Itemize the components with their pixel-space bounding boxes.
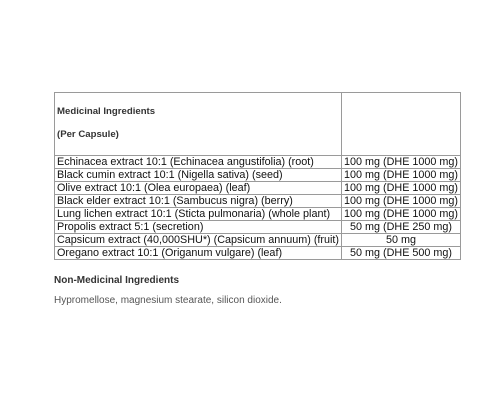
table-row — [55, 208, 461, 221]
ingredient-amount: 100 mg (DHE 1000 mg) — [342, 182, 461, 195]
ingredient-name: Black cumin extract 10:1 (Nigella sativa) (seed) — [55, 169, 342, 182]
ingredient-amount: 100 mg (DHE 1000 mg) — [342, 208, 461, 221]
non-medicinal-ingredients-text: Hypromellose, magnesium stearate, silicon dioxide. — [54, 295, 282, 306]
table-row — [55, 221, 461, 234]
ingredient-name: Black elder extract 10:1 (Sambucus nigra) (berry) — [55, 195, 342, 208]
per-capsule-label: (Per Capsule) — [57, 129, 119, 140]
non-medicinal-ingredients-heading: Non-Medicinal Ingredients — [54, 275, 180, 286]
table-row — [55, 182, 461, 195]
ingredient-amount: 50 mg (DHE 250 mg) — [342, 221, 461, 234]
table-row — [55, 156, 461, 169]
ingredient-amount: 100 mg (DHE 1000 mg) — [342, 195, 461, 208]
table-row — [55, 247, 461, 260]
header-cell — [55, 93, 342, 156]
ingredient-name: Oregano extract 10:1 (Origanum vulgare) (leaf) — [55, 247, 342, 260]
header-empty-cell — [342, 93, 461, 156]
ingredient-amount: 100 mg (DHE 1000 mg) — [342, 156, 461, 169]
ingredient-name: Lung lichen extract 10:1 (Sticta pulmonaria) (whole plant) — [55, 208, 342, 221]
table-header-row — [55, 93, 461, 156]
medicinal-ingredients-table — [54, 92, 461, 260]
ingredient-name: Olive extract 10:1 (Olea europaea) (leaf) — [55, 182, 342, 195]
table-row — [55, 234, 461, 247]
ingredient-name: Propolis extract 5:1 (secretion) — [55, 221, 342, 234]
table-row — [55, 169, 461, 182]
ingredient-amount: 50 mg — [342, 234, 461, 247]
ingredient-amount: 100 mg (DHE 1000 mg) — [342, 169, 461, 182]
table-row — [55, 195, 461, 208]
ingredient-amount: 50 mg (DHE 500 mg) — [342, 247, 461, 260]
medicinal-ingredients-title: Medicinal Ingredients — [57, 106, 156, 117]
ingredient-name: Echinacea extract 10:1 (Echinacea angustifolia) (root) — [55, 156, 342, 169]
ingredient-name: Capsicum extract (40,000SHU*) (Capsicum annuum) (fruit) — [55, 234, 342, 247]
